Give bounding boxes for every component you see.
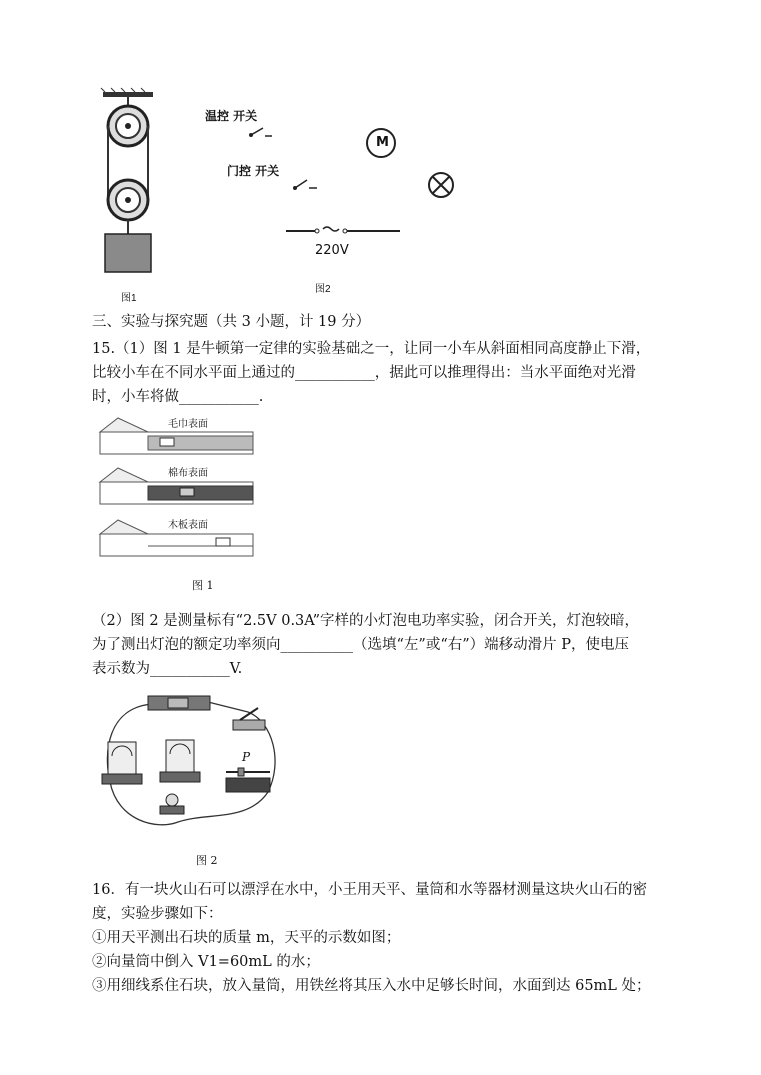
- q15-line3: 时，小车将做___________.: [92, 389, 264, 405]
- q15-part2-line2: 为了测出灯泡的额定功率须向__________（选填“左”或“右”）端移动滑片 P，使电压: [92, 637, 630, 653]
- q16-step2: ②向量筒中倒入 V1=60mL 的水；: [92, 954, 320, 970]
- q16-line1: 16．有一块火山石可以漂浮在水中，小王用天平、量筒和水等器材测量这块火山石的密: [92, 882, 647, 898]
- q15-line1: 15.（1）图 1 是牛顿第一定律的实验基础之一，让同一小车从斜面相同高度静止下滑，: [92, 341, 651, 357]
- q15-part2-line1: （2）图 2 是测量标有“2.5V 0.3A”字样的小灯泡电功率实验，闭合开关，灯泡较暗，: [92, 613, 640, 629]
- circuit-figure: [200, 100, 480, 295]
- circuit-apparatus-figure: [98, 682, 283, 867]
- pulley-figure: [95, 88, 165, 303]
- surfaces-diagram: [98, 412, 258, 602]
- motor-symbol: M: [376, 135, 389, 150]
- figure-caption: 图1: [121, 293, 137, 304]
- q15-part2-line3: 表示数为___________V.: [92, 661, 243, 677]
- voltage-label: 220V: [315, 243, 349, 258]
- pulley-diagram: [95, 88, 165, 288]
- slider-p-label: P: [242, 750, 251, 764]
- surfaces-figure: [98, 412, 258, 602]
- temp-switch-label: 温控 开关: [205, 109, 258, 123]
- section-heading: 三、实验与探究题（共 3 小题，计 19 分）: [92, 314, 371, 330]
- q16-step3: ③用细线系住石块，放入量筒，用铁丝将其压入水中足够长时间，水面到达 65mL 处；: [92, 978, 651, 994]
- surface-label-towel: 毛巾表面: [168, 419, 208, 430]
- figure-caption: 图 2: [196, 854, 218, 867]
- surface-label-wood: 木板表面: [168, 520, 208, 531]
- q15-line2: 比较小车在不同水平面上通过的___________，据此可以推理得出：当水平面绝对光滑: [92, 365, 636, 381]
- apparatus-diagram: [98, 682, 283, 842]
- surface-label-cotton: 棉布表面: [168, 468, 208, 479]
- q16-step1: ①用天平测出石块的质量 m，天平的示数如图；: [92, 930, 401, 946]
- figure-caption: 图2: [315, 284, 331, 295]
- q16-line2: 度，实验步骤如下：: [92, 906, 223, 922]
- door-switch-label: 门控 开关: [227, 164, 280, 178]
- figure-caption: 图 1: [192, 579, 214, 592]
